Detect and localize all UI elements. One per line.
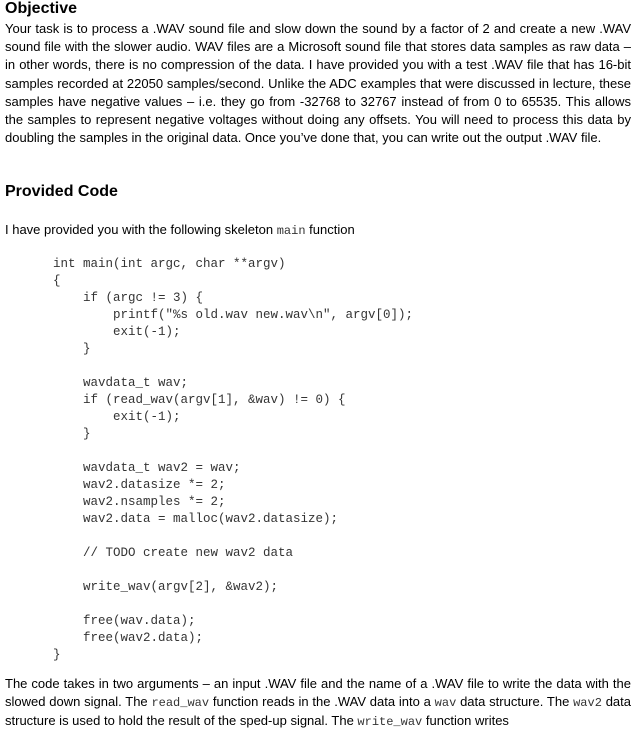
provided-code-intro: [5, 221, 631, 240]
after-text: function reads in the .WAV data into a: [209, 694, 435, 710]
objective-paragraph: Your task is to process a .WAV sound file and slow down the sound by a factor of 2 and create a new .WAV sound file with the slower audio. WAV files are a Microsoft sound file that stores data samples as raw data – in other words, there is no compression of the data. I have provided you with a test .WAV file that has 16-bit samples recorded at 22050 samples/second. Unlike the ADC examples that were discussed in lecture, these samples have negative values – i.e. they go from -32768 to 32767 instead of from 0 to 65535. This allows the samples to represent negative voltages without doing any offsets. You will need to process this data by doubling the samples in the original data. Once you’ve done that, you can write out the output .WAV file.: [5, 21, 631, 146]
code-line: [53, 562, 413, 579]
after-text: The code takes in two arguments – an input .WAV file and the name of a .WAV file to write the data with the slowed down signal. The: [5, 676, 631, 710]
code-line: [53, 596, 413, 613]
inline-code-write-wav: write_wav: [357, 715, 423, 729]
inline-code-wav: wav: [434, 696, 457, 711]
code-line: wav2.datasize *= 2;: [53, 478, 226, 492]
after-text: data structure. The: [456, 694, 574, 710]
inline-code-wav2: wav2: [573, 696, 602, 711]
code-line: int main(int argc, char **argv): [53, 257, 286, 271]
code-line: wav2.data = malloc(wav2.datasize);: [53, 512, 339, 526]
code-line: if (read_wav(argv[1], &wav) != 0) {: [53, 393, 346, 407]
after-text: data structure is used to hold the result of the sped-up signal. The: [5, 694, 631, 729]
code-line: }: [53, 342, 91, 356]
code-line: }: [53, 427, 91, 441]
inline-code-read-wav: read_wav: [151, 696, 210, 711]
code-line: }: [53, 648, 61, 662]
code-line: {: [53, 274, 61, 288]
code-line: [53, 528, 413, 545]
intro-inline-code: main: [276, 224, 306, 238]
code-line: wavdata_t wav;: [53, 376, 189, 390]
intro-text-suffix: function: [305, 222, 355, 237]
code-line: [53, 443, 413, 460]
code-line: // TODO create new wav2 data: [53, 546, 294, 560]
code-line: printf("%s old.wav new.wav\n", argv[0]);: [53, 308, 414, 322]
code-line: wavdata_t wav2 = wav;: [53, 461, 241, 475]
code-line: free(wav.data);: [53, 614, 196, 628]
code-line: exit(-1);: [53, 325, 181, 339]
code-line: free(wav2.data);: [53, 631, 204, 645]
code-block: [53, 256, 413, 664]
after-code-paragraph: [5, 675, 631, 729]
code-line: if (argc != 3) {: [53, 291, 204, 305]
code-line: [53, 358, 413, 375]
code-line: wav2.nsamples *= 2;: [53, 495, 226, 509]
provided-code-heading: Provided Code: [5, 183, 118, 200]
after-text: function writes: [422, 713, 509, 729]
intro-text-prefix: I have provided you with the following skeleton: [5, 222, 277, 237]
code-line: exit(-1);: [53, 410, 181, 424]
code-line: write_wav(argv[2], &wav2);: [53, 580, 279, 594]
objective-heading: Objective: [5, 0, 78, 17]
